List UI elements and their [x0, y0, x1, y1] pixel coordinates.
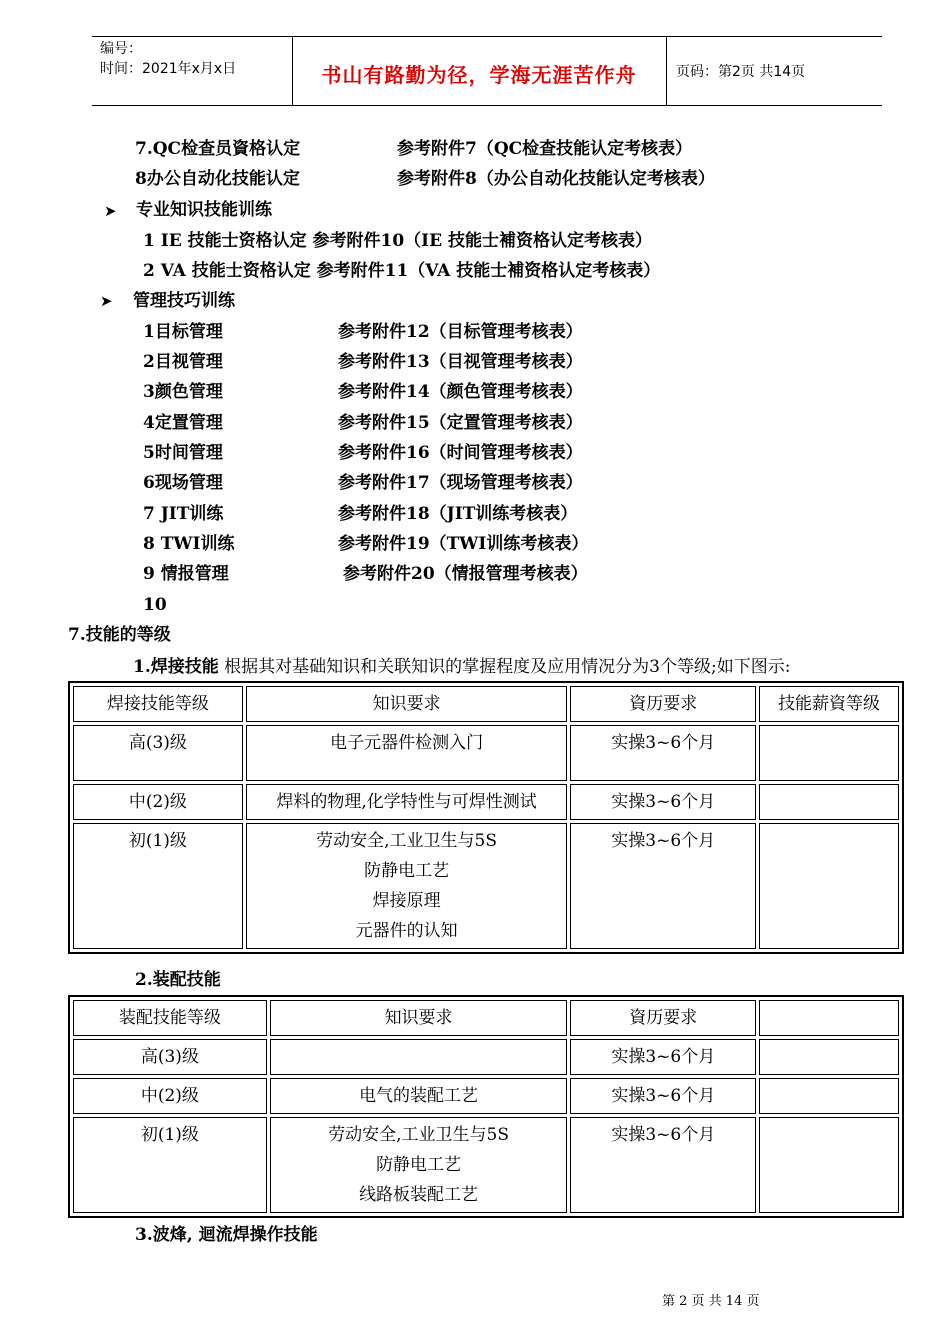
- level-cell: 初(1)级: [73, 823, 243, 949]
- arrow-bullet-icon: ➤: [104, 202, 117, 220]
- section-heading: 2.装配技能: [135, 970, 221, 990]
- list-item: [143, 472, 583, 494]
- header-meta: [100, 39, 236, 79]
- column-header: 装配技能等级: [73, 1000, 267, 1036]
- column-header: [759, 1000, 899, 1036]
- time-label: 时间：2021年x月x日: [100, 61, 237, 77]
- item-reference: 参考附件14（颜色管理考核表）: [338, 382, 583, 402]
- knowledge-cell: [246, 725, 568, 781]
- experience-cell: 实操3~6个月: [570, 823, 756, 949]
- item-title: 9 情报管理: [143, 564, 229, 584]
- column-header: 知识要求: [246, 686, 568, 722]
- list-item: [143, 381, 583, 403]
- column-header: 焊接技能等级: [73, 686, 243, 722]
- section-heading: 专业知识技能训练: [136, 200, 272, 220]
- knowledge-item: 电气的装配工艺: [359, 1086, 479, 1106]
- list-item: [135, 168, 715, 190]
- table-row: [73, 823, 899, 949]
- knowledge-cell: [246, 784, 568, 820]
- knowledge-item: 防静电工艺: [376, 1155, 462, 1175]
- knowledge-item: 焊料的物理,化学特性与可焊性测试: [276, 792, 537, 812]
- header-page-label: 页码：第2页 共14页: [676, 64, 806, 80]
- table-row: [73, 1039, 899, 1075]
- list-item: [143, 412, 583, 434]
- level-cell: 高(3)级: [73, 725, 243, 781]
- table-row: [73, 1117, 899, 1213]
- knowledge-item: 焊接原理: [372, 891, 441, 911]
- section-heading: 管理技巧训练: [133, 291, 235, 311]
- knowledge-item: 线路板装配工艺: [359, 1185, 479, 1205]
- section-heading: 7.技能的等级: [68, 625, 171, 645]
- knowledge-item: 防静电工艺: [364, 861, 450, 881]
- list-item: [143, 442, 583, 464]
- item-reference: 参考附件17（现场管理考核表）: [338, 473, 583, 493]
- column-header: 資历要求: [570, 686, 756, 722]
- salary-grade-cell: [759, 1117, 899, 1213]
- item-title: 4定置管理: [143, 413, 223, 433]
- level-cell: 初(1)级: [73, 1117, 267, 1213]
- list-item: [143, 351, 583, 373]
- column-header: 資历要求: [570, 1000, 756, 1036]
- salary-grade-cell: [759, 823, 899, 949]
- level-cell: 高(3)级: [73, 1039, 267, 1075]
- item-reference: 参考附件19（TWI训练考核表）: [338, 534, 589, 554]
- item-reference: 参考附件8（办公自动化技能认定考核表）: [397, 169, 715, 189]
- list-item: 2 VA 技能士资格认定 参考附件11（VA 技能士補资格认定考核表）: [143, 261, 661, 281]
- list-item: 1 IE 技能士资格认定 参考附件10（IE 技能士補资格认定考核表）: [143, 231, 652, 251]
- item-title: 1目标管理: [143, 322, 223, 342]
- item-title: 8办公自动化技能认定: [135, 169, 300, 189]
- item-reference: 参考附件12（目标管理考核表）: [338, 322, 583, 342]
- item-reference: 参考附件20（情报管理考核表）: [343, 564, 588, 584]
- page-footer: 第 2 页 共 14 页: [662, 1294, 760, 1309]
- column-header: 技能薪資等级: [759, 686, 899, 722]
- page-header: [92, 36, 882, 106]
- knowledge-cell: [270, 1078, 568, 1114]
- experience-cell: 实操3~6个月: [570, 725, 756, 781]
- knowledge-cell: [246, 823, 568, 949]
- weld-intro-title: 1.焊接技能: [133, 657, 219, 677]
- list-item: [143, 321, 583, 343]
- experience-cell: 实操3~6个月: [570, 1117, 756, 1213]
- salary-grade-cell: [759, 725, 899, 781]
- item-title: 7 JIT训练: [143, 504, 224, 524]
- number-label: 编号：: [100, 41, 142, 57]
- assembly-skill-table: [68, 995, 904, 1218]
- list-item: [143, 503, 578, 525]
- knowledge-item: 电子元器件检测入门: [330, 733, 484, 753]
- weld-intro-text: 根据其对基础知识和关联知识的掌握程度及应用情况分为3个等级;如下图示:: [218, 657, 791, 677]
- item-title: 8 TWI训练: [143, 534, 235, 554]
- knowledge-item: 劳动安全,工业卫生与5S: [316, 831, 498, 851]
- salary-grade-cell: [759, 1078, 899, 1114]
- item-title: 3颜色管理: [143, 382, 223, 402]
- table-header-row: [73, 686, 899, 722]
- item-title: 7.QC检查员資格认定: [135, 139, 301, 159]
- item-title: 2目视管理: [143, 352, 223, 372]
- item-reference: 参考附件7（QC检查技能认定考核表）: [397, 139, 693, 159]
- salary-grade-cell: [759, 1039, 899, 1075]
- level-cell: 中(2)级: [73, 784, 243, 820]
- list-item: [135, 138, 693, 160]
- weld-intro: [133, 656, 790, 678]
- item-title: 6现场管理: [143, 473, 223, 493]
- item-reference: 参考附件15（定置管理考核表）: [338, 413, 583, 433]
- column-header: 知识要求: [270, 1000, 568, 1036]
- list-item: [143, 563, 588, 585]
- experience-cell: 实操3~6个月: [570, 1039, 756, 1075]
- knowledge-cell: [270, 1117, 568, 1213]
- knowledge-item: [275, 1042, 563, 1072]
- table-header-row: [73, 1000, 899, 1036]
- table-row: [73, 725, 899, 781]
- experience-cell: 实操3~6个月: [570, 1078, 756, 1114]
- level-cell: 中(2)级: [73, 1078, 267, 1114]
- salary-grade-cell: [759, 784, 899, 820]
- arrow-bullet-icon: ➤: [100, 292, 113, 310]
- knowledge-cell: [270, 1039, 568, 1075]
- item-title: 10: [143, 595, 167, 615]
- knowledge-item: 元器件的认知: [355, 921, 458, 941]
- welding-skill-table: [68, 681, 904, 954]
- header-divider: [666, 37, 667, 105]
- table-row: [73, 784, 899, 820]
- item-reference: 参考附件16（时间管理考核表）: [338, 443, 583, 463]
- item-reference: 参考附件18（JIT训练考核表）: [338, 504, 578, 524]
- knowledge-item: 劳动安全,工业卫生与5S: [328, 1125, 509, 1145]
- list-item: [143, 594, 167, 616]
- experience-cell: 实操3~6个月: [570, 784, 756, 820]
- table-row: [73, 1078, 899, 1114]
- list-item: [143, 533, 589, 555]
- section-heading: 3.波烽, 迴流焊操作技能: [135, 1225, 318, 1245]
- header-motto: 书山有路勤为径，学海无涯苦作舟: [321, 63, 637, 87]
- item-title: 5时间管理: [143, 443, 223, 463]
- item-reference: 参考附件13（目视管理考核表）: [338, 352, 583, 372]
